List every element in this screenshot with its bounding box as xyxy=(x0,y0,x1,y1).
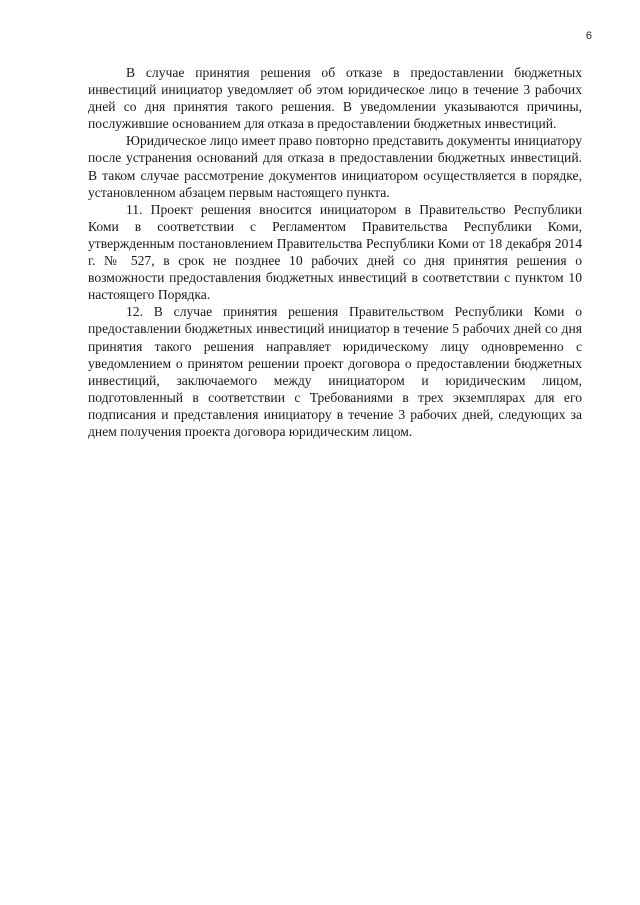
paragraph-refusal-notice: В случае принятия решения об отказе в предоставлении бюджетных инвестиций инициатор уведомляет об этом юридическое лицо в течение 3 рабочих дней со дня принятия такого решения. В уведомлении указываются причины, послужившие основанием для отказа в предоставлении бюджетных инвестиций. xyxy=(88,65,582,132)
paragraph-item-11: 11. Проект решения вносится инициатором в Правительство Республики Коми в соответствии с Регламентом Правительства Республики Коми, утвержденным постановлением Правительства Республики Коми от 18 декабря 2014 г. № 527, в срок не позднее 10 рабочих дней со дня принятия решения о возможности предоставления бюджетных инвестиций в соответствии с пунктом 10 настоящего Порядка. xyxy=(88,201,582,303)
paragraph-item-12: 12. В случае принятия решения Правительством Республики Коми о предоставлении бюджетных инвестиций инициатор в течение 5 рабочих дней со дня принятия такого решения направляет юридическому лицу одновременно с уведомлением о принятом решении проект договора о предоставлении бюджетных инвестиций, заключаемого между инициатором и юридическим лицом, подготовленный в соответствии с Требованиями в трех экземплярах для его подписания и представления инициатору в течение 3 рабочих дней, следующих за днем получения проекта договора юридическим лицом. xyxy=(88,304,582,439)
page-number: 6 xyxy=(585,30,592,42)
document-body xyxy=(88,64,582,440)
paragraph-resubmission: Юридическое лицо имеет право повторно представить документы инициатору после устранения оснований для отказа в предоставлении бюджетных инвестиций. В таком случае рассмотрение документов инициатором осуществляется в порядке, установленном абзацем первым настоящего пункта. xyxy=(88,133,582,200)
